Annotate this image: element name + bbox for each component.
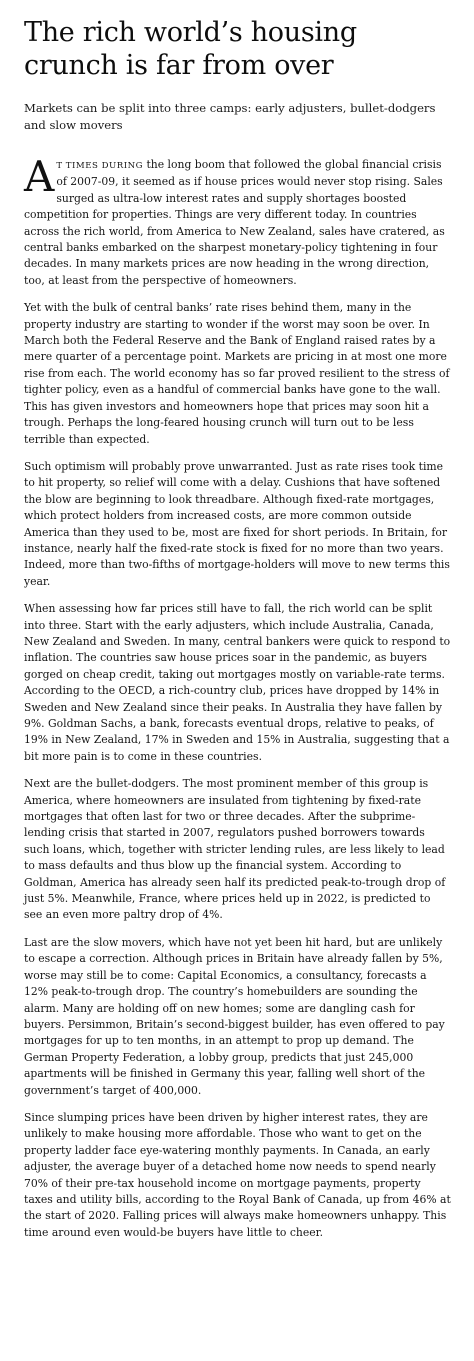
drop-cap: A	[24, 152, 55, 201]
lead-in: T TIMES DURING	[56, 161, 144, 171]
paragraph-1-text: the long boom that followed the global financial crisis of 2007-09, it seemed as if house prices would never stop rising. Sales surged as ultra-low interest rates and supply shortages boosted competition for properties. Things are very different today. In countries across the rich world, from America to New Zealand, sales have cratered, as central banks embarked on the sharpest monetary-policy tightening in four decades. In many markets prices are now heading in the wrong direction, too, at least from the perspective of homeowners.	[24, 158, 445, 287]
paragraph-4: When assessing how far prices still have to fall, the rich world can be split into three. Start with the early adjusters, which include Australia, Canada, New Zealand and Sweden. In many, central bankers were quick to respond to inflation. The countries saw house prices soar in the pandemic, as buyers gorged on cheap credit, taking out mortgages mostly on variable-rate terms. According to the OECD, a rich-country club, prices have dropped by 14% in Sweden and New Zealand since their peaks. In Australia they have fallen by 9%. Goldman Sachs, a bank, forecasts eventual drops, relative to peaks, of 19% in New Zealand, 17% in Sweden and 15% in Australia, suggesting that a bit more pain is to come in these countries.	[24, 602, 451, 763]
paragraph-2: Yet with the bulk of central banks’ rate rises behind them, many in the property industry are starting to wonder if the worst may soon be over. In March both the Federal Reserve and the Bank of England raised rates by a mere quarter of a percentage point. Markets are pricing in at most one more rise from each. The world economy has so far proved resilient to the stress of tighter policy, even as a handful of commercial banks have gone to the wall. This has given investors and homeowners hope that prices may soon hit a trough. Perhaps the long-feared housing crunch will turn out to be less terrible than expected.	[24, 301, 450, 446]
paragraph-6: Last are the slow movers, which have not yet been hit hard, but are unlikely to escape a correction. Although prices in Britain have already fallen by 5%, worse may still be to come: Capital Economics, a consultancy, forecasts a 12% peak-to-trough drop. The country’s homebuilders are sounding the alarm. Many are holding off on new homes; some are dangling cash for buyers. Persimmon, Britain’s second-biggest builder, has even offered to pay mortgages for up to ten months, in an attempt to prop up demand. The German Property Federation, a lobby group, predicts that just 245,000 apartments will be finished in Germany this year, falling well short of the government’s target of 400,000.	[24, 935, 445, 1097]
paragraph-5: Next are the bullet-dodgers. The most prominent member of this group is America, where homeowners are insulated from tightening by fixed-rate mortgages that often last for two or three decades. After the subprime-lending crisis that started in 2007, regulators pushed borrowers towards such loans, which, together with stricter lending rules, are less likely to lead to mass defaults and thus blow up the financial system. According to Goldman, America has already seen half its predicted peak-to-trough drop of just 5%. Meanwhile, France, where prices held up in 2022, is predicted to see an even more paltry drop of 4%.	[24, 777, 446, 922]
paragraph-7: Since slumping prices have been driven by higher interest rates, they are unlikely to make housing more affordable. Those who want to get on the property ladder face eye-watering monthly payments. In Canada, an early adjuster, the average buyer of a detached home now needs to spend nearly 70% of their pre-tax household income on mortgage payments, property taxes and utility bills, according to the Royal Bank of Canada, up from 46% at the start of 2020. Falling prices will always make homeowners unhappy. This time around even would-be buyers have little to cheer.	[24, 1110, 451, 1239]
paragraph-3: Such optimism will probably prove unwarranted. Just as rate rises took time to hit property, so relief will come with a delay. Cushions that have softened the blow are beginning to look threadbare. Although fixed-rate mortgages, which protect holders from increased costs, are more common outside America than they used to be, most are fixed for short periods. In Britain, for instance, nearly half the fixed-rate stock is fixed for no more than two years. Indeed, more than two-fifths of mortgage-holders will move to new terms this year.	[24, 459, 450, 588]
article-body	[24, 152, 452, 1241]
article-standfirst: Markets can be split into three camps: early adjusters, bullet-dodgers and slow movers	[24, 101, 436, 132]
paragraph-1	[24, 152, 452, 289]
article-headline: The rich world’s housing crunch is far from over	[24, 17, 357, 81]
article	[24, 16, 452, 1252]
